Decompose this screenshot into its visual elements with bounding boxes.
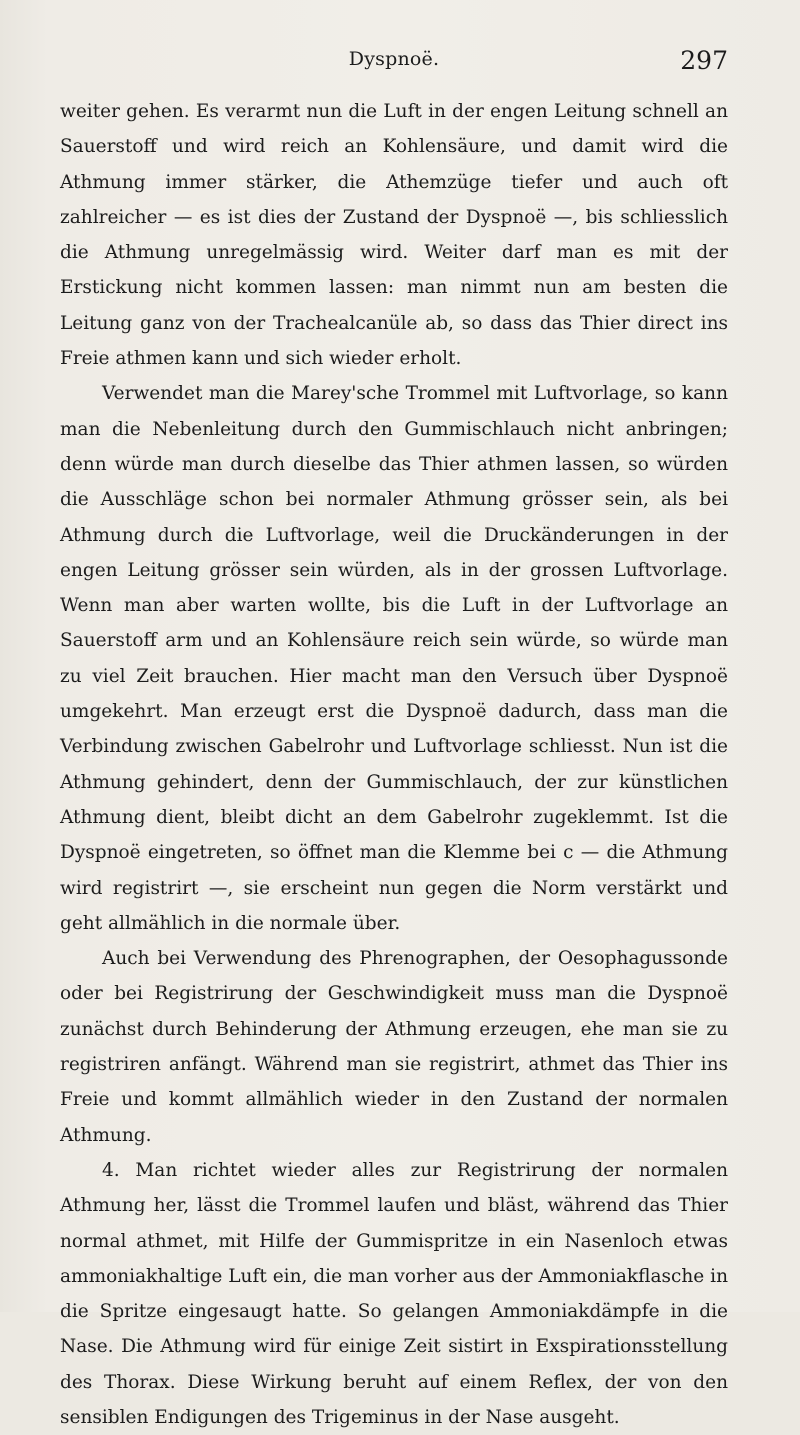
paragraph: 4. Man richtet wieder alles zur Registrirung der normalen Athmung her, lässt die Trommel laufen und bläst, während das Thier normal athmet, mit Hilfe der Gummispritze in ein Nasenloch etwas ammoniakhaltige Luft ein, die man vorher aus der Ammoniakflasche in die Spritze eingesaugt hatte. So gelangen Ammoniakdämpfe in die Nase. Die Athmung wird für einige Zeit sistirt in Exspirationsstellung des Thorax. Diese Wirkung beruht auf einem Reflex, der von den sensiblen Endigungen des Trigeminus in der Nase ausgeht. (60, 1159, 728, 1428)
body-text (60, 94, 728, 1435)
running-title: Dyspnoë. (348, 48, 440, 70)
paragraph: Auch bei Verwendung des Phrenographen, der Oesophagussonde oder bei Registrirung der Geschwindigkeit muss man die Dyspnoë zunächst durch Behinderung der Athmung erzeugen, ehe man sie zu registriren anfängt. Während man sie registrirt, athmet das Thier ins Freie und kommt allmählich wieder in den Zustand der normalen Athmung. (60, 948, 728, 1146)
paragraph: weiter gehen. Es verarmt nun die Luft in der engen Leitung schnell an Sauerstoff und wird reich an Kohlensäure, und damit wird die Athmung immer stärker, die Athemzüge tiefer und auch oft zahlreicher — es ist dies der Zustand der Dyspnoë —, bis schliesslich die Athmung unregelmässig wird. Weiter darf man es mit der Erstickung nicht kommen lassen: man nimmt nun am besten die Leitung ganz von der Trachealcanüle ab, so dass das Thier direct ins Freie athmen kann und sich wieder erholt. (60, 101, 728, 370)
paragraph: Verwendet man die Marey'sche Trommel mit Luftvorlage, so kann man die Nebenleitung durch den Gummischlauch nicht anbringen; denn würde man durch dieselbe das Thier athmen lassen, so würden die Ausschläge schon bei normaler Athmung grösser sein, als bei Athmung durch die Luftvorlage, weil die Druckänderungen in der engen Leitung grösser sein würden, als in der grossen Luftvorlage. Wenn man aber warten wollte, bis die Luft in der Luftvorlage an Sauerstoff arm und an Kohlensäure reich sein würde, so würde man zu viel Zeit brauchen. Hier macht man den Versuch über Dyspnoë umgekehrt. Man erzeugt erst die Dyspnoë dadurch, dass man die Verbindung zwischen Gabelrohr und Luftvorlage schliesst. Nun ist die Athmung gehindert, denn der Gummischlauch, der zur künstlichen Athmung dient, bleibt dicht an dem Gabelrohr zugeklemmt. Ist die Dyspnoë eingetreten, so öffnet man die Klemme bei c — die Athmung wird registrirt —, sie erscheint nun gegen die Norm verstärkt und geht allmählich in die normale über. (60, 383, 728, 934)
page-number: 297 (680, 46, 728, 75)
page-header (60, 46, 728, 86)
